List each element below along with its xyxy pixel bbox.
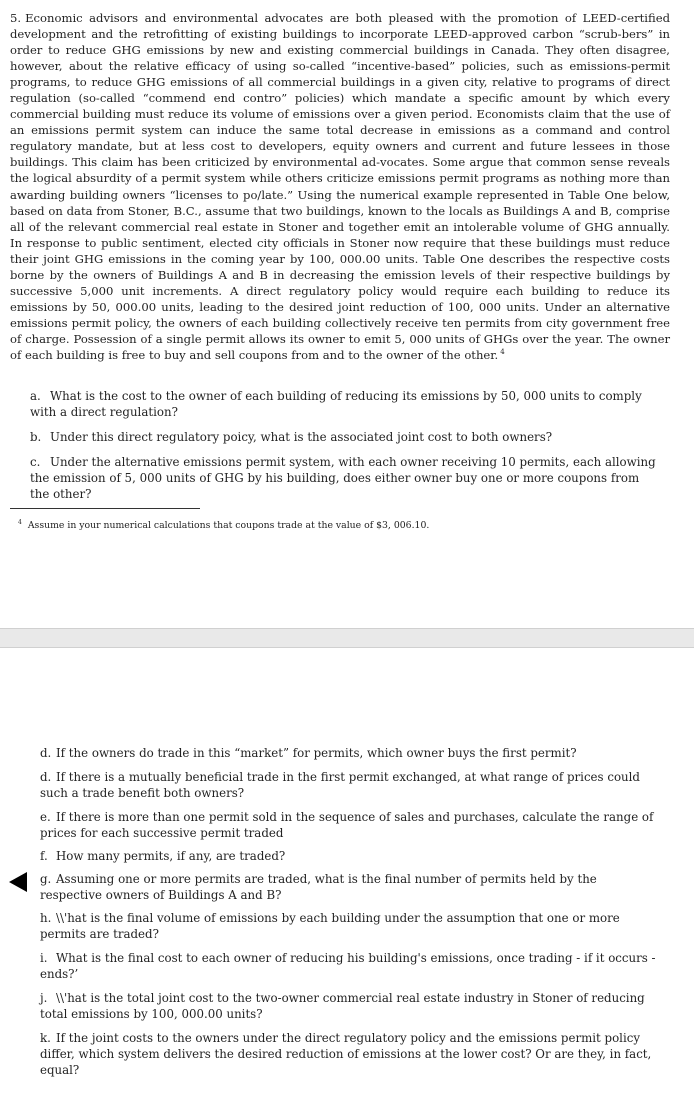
question-text: If there is more than one permit sold in the sequence of sales and purchases, calculate the range of prices for each successive permit traded xyxy=(40,810,654,840)
footnote-divider xyxy=(10,508,200,509)
footnote-text: Assume in your numerical calculations that coupons trade at the value of $3, 006.10. xyxy=(27,520,430,532)
question-text: What is the final cost to each owner of reducing his building's emissions, once trading - if it occurs - ends?’ xyxy=(40,951,656,981)
question-f: f. How many permits, if any, are traded? xyxy=(40,849,286,863)
footnote xyxy=(18,517,618,532)
question-b: b. Under this direct regulatory poicy, what is the associated joint cost to both owners? xyxy=(30,430,553,444)
problem-text: Economic advisors and environmental advocates are both pleased with the promotion of LEED-certified development and the retrofitting of existing buildings to incorporate LEED-approved carbon “scrub-bers” in order to reduce GHG emissions by new and existing commercial buildings in Canada. They often disagree, however, about the relative efficacy of using so-called “incentive-based” policies, such as emissions-permit programs, to reduce GHG emissions of all commercial buildings in a given city, relative to programs of direct regulation (so-called “commend end contro” policies) which mandate a specific amount by which every commercial building must reduce its volume of emissions over a given period. Economists claim that the use of an emissions permit system can induce the same total decrease in emissions as a command and control regulatory mandate, but at less cost to developers, equity owners and current and future lessees in those buildings. This claim has been criticized by environmental ad-vocates. Some argue that common sense reveals the logical absurdity of a permit system while others criticize emissions permit programs as nothing more than awarding building owners “licenses to po/late.” Using the numerical example represented in Table One below, based on data from Stoner, B.C., assume that two buildings, known to the locals as Buildings A and B, comprise all of the relevant commercial real estate in Stoner and together emit an intolerable volume of GHG annually. In response to public sentiment, elected city officials in Stoner now require that these buildings must reduce their joint GHG emissions in the coming year by 100, 000.00 units. Table One describes the respective costs borne by the owners of Buildings A and B in decreasing the emission levels of their respective buildings by successive 5,000 unit increments. A direct regulatory policy would require each building to reduce its emissions by 50, 000.00 units, leading to the desired joint reduction of 100, 000 units. Under an alternative emissions permit policy, the owners of each building collectively receive ten permits from city government free of charge. Possession of a single permit allows its owner to emit 5, 000 units of GHGs over the year. The owner of each building is free to buy and sell coupons from and to the owner of the other. xyxy=(10,11,670,362)
question-text: Assuming one or more permits are traded, what is the final number of permits held by the respective owners of Buildings A and B? xyxy=(40,872,597,902)
question-d-first: d. If the owners do trade in this “market” for permits, which owner buys the first permit? xyxy=(40,746,577,760)
question-d-second: d. If there is a mutually beneficial trade in the first permit exchanged, at what range of prices could such a trade benefit both owners? xyxy=(40,770,640,800)
question-text: If there is a mutually beneficial trade in the first permit exchanged, at what range of prices could such a trade benefit both owners? xyxy=(40,770,640,800)
footnote-reference: 4 xyxy=(500,348,505,357)
question-text: What is the cost to the owner of each building of reducing its emissions by 50, 000 units to comply with a direct regulation? xyxy=(30,389,642,419)
question-j: j. \\'hat is the total joint cost to the two-owner commercial real estate industry in Stoner of reducing total emissions by 100, 000.00 units? xyxy=(40,991,645,1021)
question-i: i. What is the final cost to each owner of reducing his building's emissions, once trading - if it occurs - ends?’ xyxy=(40,951,656,981)
page-separator xyxy=(0,628,694,648)
problem-statement xyxy=(10,10,670,363)
question-text: If the joint costs to the owners under the direct regulatory policy and the emissions permit policy differ, which system delivers the desired reduction of emissions at the lower cost? Or are they, in fact, equal? xyxy=(40,1031,652,1077)
question-c: c. Under the alternative emissions permit system, with each owner receiving 10 permits, each allowing the emission of 5, 000 units of GHG by his building, does either owner buy one or more coupons from the other? xyxy=(30,455,656,501)
footnote-mark: 4 xyxy=(18,519,22,526)
question-text: \\'hat is the total joint cost to the two-owner commercial real estate industry in Stoner of reducing total emissions by 100, 000.00 units? xyxy=(40,991,645,1021)
question-text: Under the alternative emissions permit system, with each owner receiving 10 permits, each allowing the emission of 5, 000 units of GHG by his building, does either owner buy one or more coupons from the other? xyxy=(30,455,656,501)
question-text: Under this direct regulatory poicy, what is the associated joint cost to both owners? xyxy=(50,430,553,444)
question-g: g. Assuming one or more permits are traded, what is the final number of permits held by the respective owners of Buildings A and B? xyxy=(40,872,597,902)
problem-number: 5. xyxy=(10,11,22,25)
question-e: e. If there is more than one permit sold in the sequence of sales and purchases, calculate the range of prices for each successive permit traded xyxy=(40,810,654,840)
question-text: \\'hat is the final volume of emissions by each building under the assumption that one or more permits are traded? xyxy=(40,911,620,941)
question-k: k. If the joint costs to the owners under the direct regulatory policy and the emissions permit policy differ, which system delivers the desired reduction of emissions at the lower cost? Or are they, in fact, equal? xyxy=(40,1031,652,1077)
question-text: How many permits, if any, are traded? xyxy=(56,849,286,863)
question-a: a. What is the cost to the owner of each building of reducing its emissions by 50, 000 units to comply with a direct regulation? xyxy=(30,389,642,419)
question-h: h. \\'hat is the final volume of emissions by each building under the assumption that one or more permits are traded? xyxy=(40,911,620,941)
comment-marker-icon[interactable] xyxy=(9,872,27,892)
question-text: If the owners do trade in this “market” for permits, which owner buys the first permit? xyxy=(56,746,577,760)
